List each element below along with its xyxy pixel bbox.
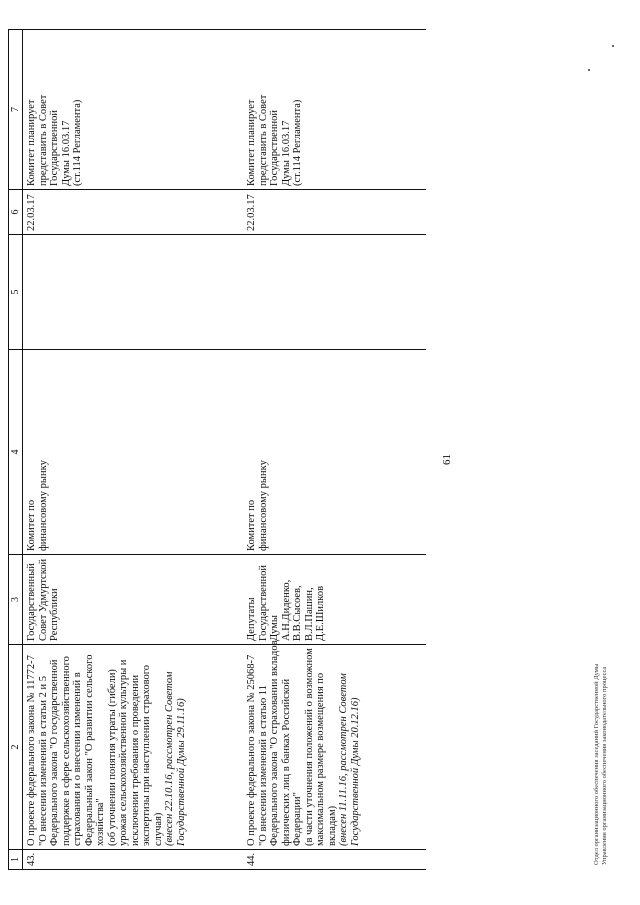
bill-status-note: (внесен 22.10.16, рассмотрен Советом bbox=[164, 671, 175, 846]
bill-text-line: хозяйства" bbox=[95, 798, 106, 846]
bill-description bbox=[23, 645, 239, 850]
bill-text-line: "О внесении изменений в статьи 2 и 5 bbox=[37, 676, 49, 846]
bill-text-line: урожая сельскохозяйственной культуры и bbox=[118, 659, 129, 846]
remark-line: Комитет планирует bbox=[246, 99, 257, 186]
column-header: 6 bbox=[9, 190, 23, 235]
column-header-row bbox=[9, 30, 23, 870]
bill-status-note: Государственной Думы 20.12.16) bbox=[349, 697, 361, 846]
bill-text-line: максимальном размере возмещения по bbox=[315, 672, 326, 846]
author-line: Депутаты bbox=[246, 597, 257, 641]
bill-author bbox=[238, 555, 426, 645]
bill-text-line: О проекте федерального закона № 11772-7 bbox=[26, 655, 37, 846]
author-line: А.Н.Диденко, bbox=[280, 579, 292, 641]
scan-speck bbox=[612, 45, 614, 47]
author-line: В.В.Сысоев, bbox=[292, 585, 303, 641]
page-number: 61 bbox=[441, 454, 453, 465]
bill-text-line: (в части уточнения положений о возможном bbox=[303, 648, 315, 846]
footer-line: Управления организационного обеспечения законодательного процесса bbox=[601, 666, 608, 865]
column-5-cell bbox=[23, 235, 239, 350]
author-line: Совет Удмуртской bbox=[37, 558, 49, 641]
committee-line: финансовому рынку bbox=[37, 460, 49, 551]
remark-line: (ст.114 Регламента) bbox=[72, 99, 83, 186]
column-header: 7 bbox=[9, 30, 23, 190]
author-line: Государственной bbox=[257, 565, 269, 641]
remark-line: (ст.114 Регламента) bbox=[292, 99, 303, 186]
committee-line: Комитет по bbox=[26, 499, 37, 551]
column-header: 5 bbox=[9, 235, 23, 350]
bill-text-line: "О внесении изменений в статью 11 bbox=[257, 685, 269, 846]
remark-line: Думы 16.03.17 bbox=[60, 120, 72, 186]
bill-text-line: Федеральный закон "О развитии сельского bbox=[83, 654, 95, 846]
row-number: 44. bbox=[238, 850, 426, 870]
bill-status-note: (внесен 11.11.16, рассмотрен Советом bbox=[338, 673, 349, 846]
remark-line: Думы 16.03.17 bbox=[280, 120, 292, 186]
bill-text-line: (об уточнении понятия утраты (гибели) bbox=[106, 669, 118, 846]
bill-text-line: страхования и о внесении изменений в bbox=[72, 672, 83, 846]
responsible-committee bbox=[23, 350, 239, 555]
column-header: 2 bbox=[9, 645, 23, 850]
responsible-committee bbox=[238, 350, 426, 555]
bill-author bbox=[23, 555, 239, 645]
bill-text-line: Федерального закона "О страховании вкладов bbox=[269, 640, 280, 846]
table-row bbox=[23, 30, 239, 870]
footer-line: Отдел организационного обеспечения заседаний Государственной Думы bbox=[593, 663, 600, 865]
column-header: 1 bbox=[9, 850, 23, 870]
remarks bbox=[23, 30, 239, 190]
bill-text-line: исключении требования о проведении bbox=[129, 674, 141, 846]
author-line: Республики bbox=[49, 588, 60, 641]
remark-line: Государственной bbox=[269, 110, 280, 186]
committee-line: финансовому рынку bbox=[257, 460, 269, 551]
column-header: 4 bbox=[9, 350, 23, 555]
bill-text-line: случая) bbox=[152, 812, 164, 846]
review-date: 22.03.17 bbox=[23, 190, 239, 235]
table-row bbox=[238, 30, 426, 870]
page-footer bbox=[593, 664, 609, 865]
bill-text-line: экспертизы при наступлении страхового bbox=[141, 664, 152, 846]
author-line: В.Л.Пашин, bbox=[303, 587, 315, 641]
bills-table bbox=[8, 29, 426, 870]
scan-speck bbox=[588, 69, 590, 71]
remark-line: Государственной bbox=[49, 110, 60, 186]
column-header: 3 bbox=[9, 555, 23, 645]
remark-line: представить в Совет bbox=[37, 94, 49, 186]
bill-text-line: поддержке в сфере сельскохозяйственного bbox=[60, 656, 72, 846]
row-number: 43. bbox=[23, 850, 239, 870]
bill-description bbox=[238, 640, 426, 850]
remark-line: Комитет планирует bbox=[26, 99, 37, 186]
bill-text-line: физических лиц в банках Российской bbox=[280, 678, 292, 846]
bill-text-line: Федерального закона "О государственной bbox=[49, 659, 60, 846]
remarks bbox=[238, 30, 426, 190]
bill-text-line: вкладам) bbox=[326, 805, 338, 846]
author-line: Государственный bbox=[26, 563, 37, 641]
author-line: Думы bbox=[269, 615, 280, 641]
bill-status-note: Государственной Думы 29.11.16) bbox=[175, 698, 187, 846]
bill-text-line: О проекте федерального закона № 25068-7 bbox=[246, 654, 257, 846]
bill-text-line: Федерации" bbox=[292, 792, 303, 846]
column-5-cell bbox=[238, 235, 426, 350]
review-date: 22.03.17 bbox=[238, 190, 426, 235]
committee-line: Комитет по bbox=[246, 499, 257, 551]
remark-line: представить в Совет bbox=[257, 94, 269, 186]
author-line: Д.Е.Шилков bbox=[315, 585, 326, 641]
